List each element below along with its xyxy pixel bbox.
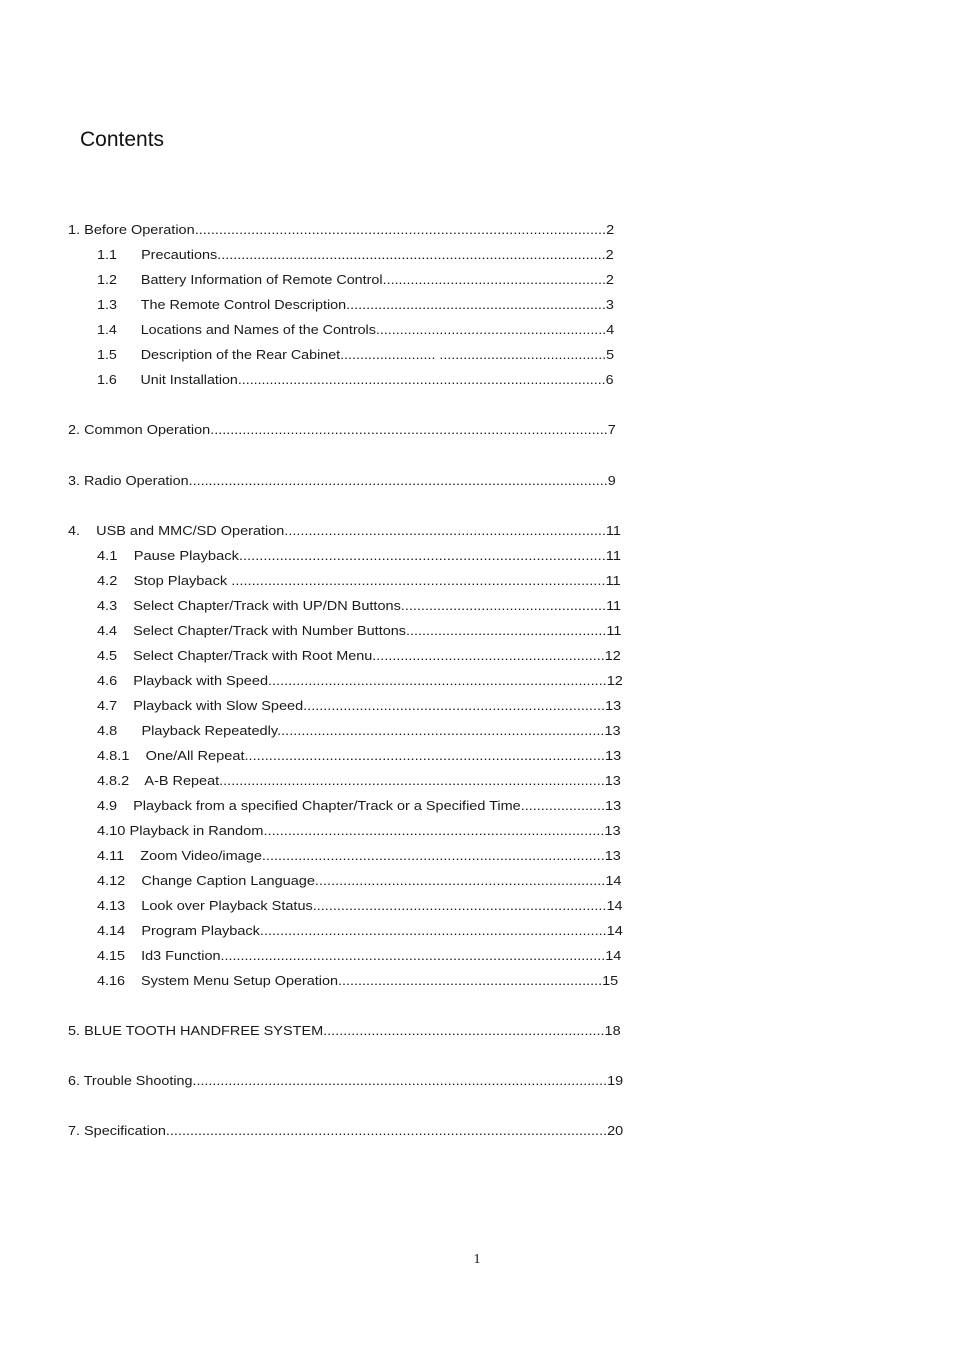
toc-entry-4-12[interactable]: 4.12 Change Caption Language........................................................................14 bbox=[97, 873, 622, 888]
page-number: 1 bbox=[473, 1252, 481, 1267]
toc-entry-1-6[interactable]: 1.6 Unit Installation.............................................................................................6 bbox=[97, 372, 614, 387]
toc-entry-4-13[interactable]: 4.13 Look over Playback Status.........................................................................14 bbox=[97, 898, 623, 913]
toc-entry-4-1[interactable]: 4.1 Pause Playback..........................................................................................11 bbox=[97, 548, 621, 563]
toc-entry-4-8-1[interactable]: 4.8.1 One/All Repeat.........................................................................................13 bbox=[97, 748, 622, 763]
toc-entry-4-3[interactable]: 4.3 Select Chapter/Track with UP/DN Buttons...................................................11 bbox=[97, 598, 622, 613]
toc-entry-4-5[interactable]: 4.5 Select Chapter/Track with Root Menu..........................................................12 bbox=[97, 648, 621, 663]
toc-entry-4-8-2[interactable]: 4.8.2 A-B Repeat................................................................................................13 bbox=[97, 773, 621, 788]
toc-entry-1-4[interactable]: 1.4 Locations and Names of the Controls..........................................................4 bbox=[97, 322, 615, 337]
toc-entry-4-14[interactable]: 4.14 Program Playback......................................................................................14 bbox=[97, 923, 623, 938]
toc-entry-1-5[interactable]: 1.5 Description of the Rear Cabinet........................ ..........................................5 bbox=[97, 347, 615, 362]
toc-entry-4-9[interactable]: 4.9 Playback from a specified Chapter/Track or a Specified Time.....................13 bbox=[97, 798, 622, 813]
toc-entry-5[interactable]: 5. BLUE TOOTH HANDFREE SYSTEM......................................................................18 bbox=[68, 1023, 621, 1038]
toc-entry-4-15[interactable]: 4.15 Id3 Function................................................................................................14 bbox=[97, 948, 622, 963]
toc-entry-4[interactable]: 4. USB and MMC/SD Operation................................................................................11 bbox=[68, 523, 621, 538]
toc-entry-4-6[interactable]: 4.6 Playback with Speed....................................................................................12 bbox=[97, 673, 623, 688]
toc-entry-1[interactable]: 1. Before Operation......................................................................................................2 bbox=[68, 222, 615, 237]
toc-entry-4-16[interactable]: 4.16 System Menu Setup Operation..................................................................15 bbox=[97, 973, 619, 988]
toc-entry-1-2[interactable]: 1.2 Battery Information of Remote Control........................................................2 bbox=[97, 272, 614, 287]
toc-entry-4-8[interactable]: 4.8 Playback Repeatedly.................................................................................13 bbox=[97, 723, 621, 738]
toc-entry-1-1[interactable]: 1.1 Precautions.................................................................................................2 bbox=[97, 247, 614, 262]
toc-entry-2[interactable]: 2. Common Operation...................................................................................................7 bbox=[68, 422, 616, 437]
toc-entry-3[interactable]: 3. Radio Operation.........................................................................................................9 bbox=[68, 473, 616, 488]
toc-entry-4-11[interactable]: 4.11 Zoom Video/image.....................................................................................13 bbox=[97, 848, 621, 863]
toc-entry-4-4[interactable]: 4.4 Select Chapter/Track with Number Buttons..................................................11 bbox=[97, 623, 622, 638]
page-title: Contents bbox=[80, 128, 165, 151]
toc-entry-4-10[interactable]: 4.10 Playback in Random....................................................................................13 bbox=[97, 823, 621, 838]
toc-entry-7[interactable]: 7. Specification..............................................................................................................20 bbox=[68, 1123, 624, 1138]
toc-entry-4-7[interactable]: 4.7 Playback with Slow Speed...........................................................................13 bbox=[97, 698, 622, 713]
toc-entry-1-3[interactable]: 1.3 The Remote Control Description.................................................................3 bbox=[97, 297, 614, 312]
toc-entry-4-2[interactable]: 4.2 Stop Playback ............................................................................................11 bbox=[97, 573, 621, 588]
toc-entry-6[interactable]: 6. Trouble Shooting........................................................................................................19 bbox=[68, 1073, 624, 1088]
